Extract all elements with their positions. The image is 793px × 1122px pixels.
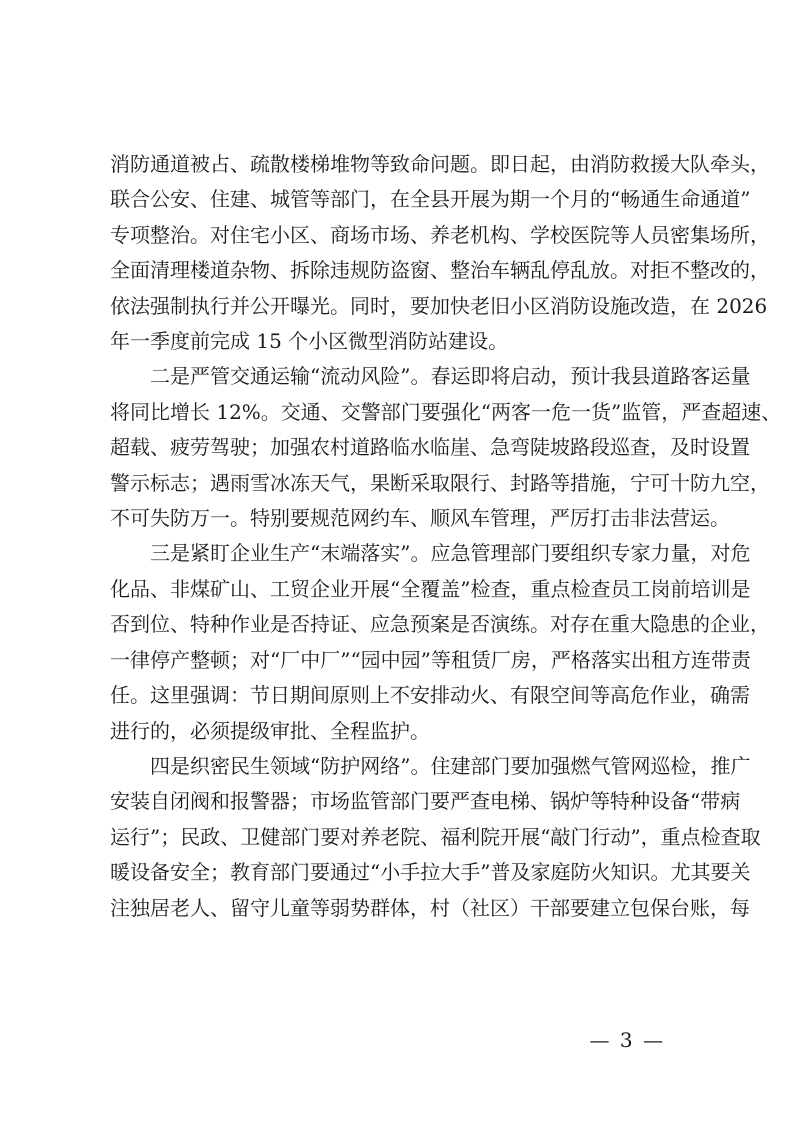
paragraph — [110, 536, 770, 748]
text-line: 依法强制执行并公开曝光。同时，要加快老旧小区消防设施改造，在 2026 — [110, 293, 768, 318]
text-line: 年一季度前完成 15 个小区微型消防站建设。 — [110, 329, 509, 354]
text-line: 不可失防万一。特别要规范网约车、顺风车管理，严厉打击非法营运。 — [110, 506, 730, 531]
text-line: 二是严管交通运输“流动风险”。春运即将启动，预计我县道路客运量 — [110, 364, 751, 389]
text-line: 联合公安、住建、城管等部门，在全县开展为期一个月的“畅通生命通道” — [110, 187, 751, 212]
text-line: 任。这里强调：节日期间原则上不安排动火、有限空间等高危作业，确需 — [110, 683, 750, 708]
text-line: 警示标志；遇雨雪冰冻天气，果断采取限行、封路等措施，宁可十防九空， — [110, 470, 770, 495]
text-line: 超载、疲劳驾驶；加强农村道路临水临崖、急弯陡坡路段巡查，及时设置 — [110, 435, 750, 460]
text-line: 否到位、特种作业是否持证、应急预案是否演练。对存在重大隐患的企业， — [110, 612, 770, 637]
text-line: 进行的，必须提级审批、全程监护。 — [110, 718, 430, 743]
text-line: 四是织密民生领域“防护网络”。住建部门要加强燃气管网巡检，推广 — [110, 753, 751, 778]
text-line: 注独居老人、留守儿童等弱势群体，村（社区）干部要建立包保台账，每 — [110, 895, 750, 920]
paragraph — [110, 749, 761, 926]
text-line: 一律停产整顿；对“厂中厂”“园中园”等租赁厂房，严格落实出租方连带责 — [110, 647, 751, 672]
body-text — [110, 147, 782, 926]
text-line: 专项整治。对住宅小区、商场市场、养老机构、学校医院等人员密集场所， — [110, 222, 770, 247]
text-line: 化品、非煤矿山、工贸企业开展“全覆盖”检查，重点检查员工岗前培训是 — [110, 576, 751, 601]
text-line: 安装自闭阀和报警器；市场监管部门要严查电梯、锅炉等特种设备“带病 — [110, 789, 741, 814]
paragraph — [110, 359, 782, 536]
text-line: 消防通道被占、疏散楼梯堆物等致命问题。即日起，由消防救援大队牵头， — [110, 152, 770, 176]
paragraph — [110, 147, 770, 359]
text-line: 运行”；民政、卫健部门要对养老院、福利院开展“敲门行动”，重点检查取 — [110, 824, 761, 849]
text-line: 三是紧盯企业生产“末端落实”。应急管理部门要组织专家力量，对危 — [110, 541, 751, 566]
text-line: 将同比增长 12%。交通、交警部门要强化“两客一危一货”监管，严查超速、 — [110, 399, 782, 424]
text-line: 暖设备安全；教育部门要通过“小手拉大手”普及家庭防火知识。尤其要关 — [110, 860, 751, 885]
page-number: — 3 — — [589, 1028, 665, 1052]
text-line: 全面清理楼道杂物、拆除违规防盗窗、整治车辆乱停乱放。对拒不整改的， — [110, 258, 770, 283]
